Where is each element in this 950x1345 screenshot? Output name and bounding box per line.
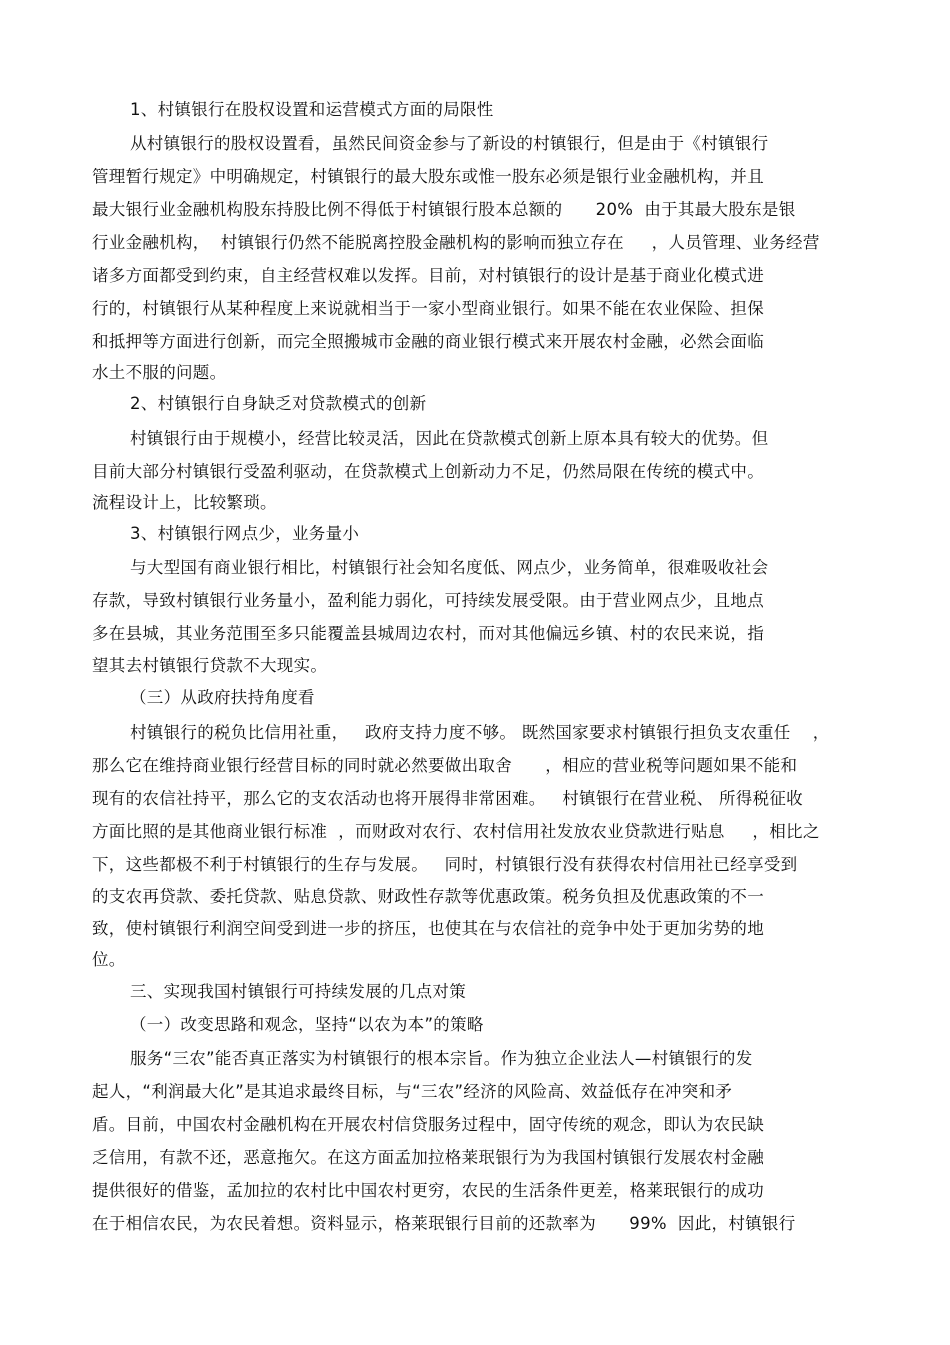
section-heading: 2、村镇银行自身缺乏对贷款模式的创新 xyxy=(130,394,427,413)
paragraph-line: 水土不服的问题。 xyxy=(92,363,227,382)
paragraph-line: 村镇银行的税负比信用社重， 政府支持力度不够。 既然国家要求村镇银行担负支农重任 ， xyxy=(130,723,830,742)
paragraph-line: 望其去村镇银行贷款不大现实。 xyxy=(92,656,328,675)
paragraph-line: 多在县城，其业务范围至多只能覆盖县城周边农村，而对其他偏远乡镇、村的农民来说，指 xyxy=(92,624,764,643)
paragraph-line: 服务“三农”能否真正落实为村镇银行的根本宗旨。作为独立企业法人—村镇银行的发 xyxy=(130,1049,753,1068)
paragraph-line: 从村镇银行的股权设置看，虽然民间资金参与了新设的村镇银行，但是由于《村镇银行 xyxy=(130,134,769,153)
section-heading: 1、村镇银行在股权设置和运营模式方面的局限性 xyxy=(130,100,494,119)
paragraph-line: 流程设计上，比较繁琐。 xyxy=(92,493,277,512)
paragraph-line: 起人，“利润最大化”是其追求最终目标，与“三农”经济的风险高、效益低存在冲突和矛 xyxy=(92,1082,733,1101)
paragraph-line: 管理暂行规定》中明确规定，村镇银行的最大股东或惟一股东必须是银行业金融机构，并且 xyxy=(92,167,764,186)
paragraph-line: 方面比照的是其他商业银行标准 ，而财政对农行、农村信用社发放农业贷款进行贴息 ，相比之 xyxy=(92,822,820,841)
paragraph-line: 目前大部分村镇银行受盈利驱动，在贷款模式上创新动力不足，仍然局限在传统的模式中。 xyxy=(92,462,764,481)
paragraph-line: 提供很好的借鉴，孟加拉的农村比中国农村更穷，农民的生活条件更差，格莱珉银行的成功 xyxy=(92,1181,764,1200)
paragraph-line: 下，这些都极不利于村镇银行的生存与发展。 同时，村镇银行没有获得农村信用社已经享受到 xyxy=(92,855,798,874)
paragraph-line: 在于相信农民，为农民着想。资料显示，格莱珉银行目前的还款率为 99% 因此，村镇银行 xyxy=(92,1214,796,1233)
paragraph-line: 位。 xyxy=(92,950,126,969)
paragraph-line: 行业金融机构， 村镇银行仍然不能脱离控股金融机构的影响而独立存在 ，人员管理、业务经营 xyxy=(92,233,820,252)
paragraph-line: 现有的农信社持平，那么它的支农活动也将开展得非常困难。 村镇银行在营业税、 所得税征收 xyxy=(92,789,803,808)
paragraph-line: 存款，导致村镇银行业务量小，盈利能力弱化，可持续发展受限。由于营业网点少，且地点 xyxy=(92,591,764,610)
paragraph-line: 盾。目前，中国农村金融机构在开展农村信贷服务过程中，固守传统的观念，即认为农民缺 xyxy=(92,1115,764,1134)
paragraph-line: 和抵押等方面进行创新，而完全照搬城市金融的商业银行模式来开展农村金融，必然会面临 xyxy=(92,332,764,351)
section-heading: 3、村镇银行网点少，业务量小 xyxy=(130,524,360,543)
paragraph-line: 与大型国有商业银行相比，村镇银行社会知名度低、网点少，业务简单，很难吸收社会 xyxy=(130,558,769,577)
paragraph-line: 诸多方面都受到约束，自主经营权难以发挥。目前，对村镇银行的设计是基于商业化模式进 xyxy=(92,266,764,285)
paragraph-line: 乏信用，有款不还，恶意拖欠。在这方面孟加拉格莱珉银行为为我国村镇银行发展农村金融 xyxy=(92,1148,764,1167)
paragraph-line: 的支农再贷款、委托贷款、贴息贷款、财政性存款等优惠政策。税务负担及优惠政策的不一 xyxy=(92,887,764,906)
section-heading: （一）改变思路和观念，坚持“以农为本”的策略 xyxy=(130,1015,484,1034)
paragraph-line: 致，使村镇银行利润空间受到进一步的挤压，也使其在与农信社的竞争中处于更加劣势的地 xyxy=(92,919,764,938)
paragraph-line: 最大银行业金融机构股东持股比例不得低于村镇银行股本总额的 20% 由于其最大股东是银 xyxy=(92,200,796,219)
section-heading: 三、实现我国村镇银行可持续发展的几点对策 xyxy=(130,982,466,1001)
section-heading: （三）从政府扶持角度看 xyxy=(130,688,315,707)
paragraph-line: 行的，村镇银行从某种程度上来说就相当于一家小型商业银行。如果不能在农业保险、担保 xyxy=(92,299,764,318)
paragraph-line: 那么它在维持商业银行经营目标的同时就必然要做出取舍 ，相应的营业税等问题如果不能和 xyxy=(92,756,798,775)
paragraph-line: 村镇银行由于规模小，经营比较灵活，因此在贷款模式创新上原本具有较大的优势。但 xyxy=(130,429,769,448)
